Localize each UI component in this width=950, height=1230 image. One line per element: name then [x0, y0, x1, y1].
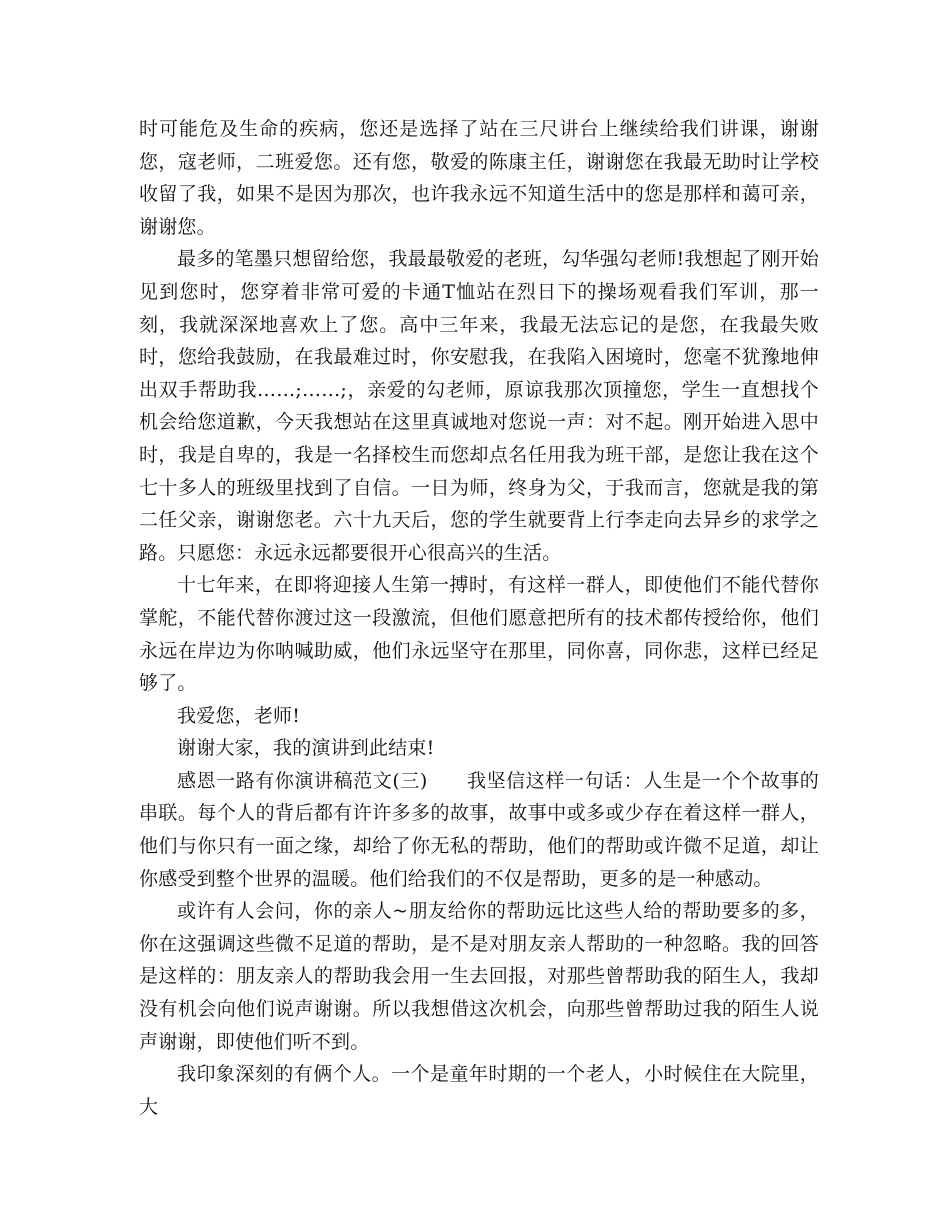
paragraph-2: 最多的笔墨只想留给您，我最最敬爱的老班，勾华强勾老师!我想起了刚开始见到您时，您穿着非常可爱的卡通T恤站在烈日下的操场观看我们军训，那一刻，我就深深地喜欢上了您。高中三年来，我最无法忘记的是您，在我最失败时，您给我鼓励，在我最难过时，你安慰我，在我陷入困境时，您毫不犹豫地伸出双手帮助我……;……;，亲爱的勾老师，原谅我那次顶撞您，学生一直想找个机会给您道歉，今天我想站在这里真诚地对您说一声：对不起。刚开始进入思中时，我是自卑的，我是一名择校生而您却点名任用我为班干部，是您让我在这个七十多人的班级里找到了自信。一日为师，终身为父，于我而言，您就是我的第二任父亲，谢谢您老。六十九天后，您的学生就要背上行李走向去异乡的求学之路。只愿您：永远永远都要很开心很高兴的生活。: [139, 248, 819, 564]
paragraph-4: 我爱您，老师!: [177, 704, 301, 727]
paragraph-7: 或许有人会问，你的亲人~朋友给你的帮助远比这些人给的帮助要多的多，你在这强调这些微不足道的帮助，是不是对朋友亲人帮助的一种忽略。我的回答是这样的：朋友亲人的帮助我会用一生去回报，对那些曾帮助我的陌生人，我却没有机会向他们说声谢谢。所以我想借这次机会，向那些曾帮助过我的陌生人说声谢谢，即使他们听不到。: [139, 900, 819, 1053]
paragraph-8: 我印象深刻的有俩个人。一个是童年时期的一个老人，小时候住在大院里，大: [139, 1063, 819, 1118]
paragraph-5: 谢谢大家，我的演讲到此结束!: [177, 737, 435, 760]
paragraph-6: 感恩一路有你演讲稿范文(三) 我坚信这样一句话：人生是一个个故事的串联。每个人的背后都有许许多多的故事，故事中或多或少存在着这样一群人，他们与你只有一面之缘，却给了你无私的帮助，他们的帮助或许微不足道，却让你感受到整个世界的温暖。他们给我们的不仅是帮助，更多的是一种感动。: [139, 769, 819, 890]
paragraph-3: 十七年来，在即将迎接人生第一搏时，有这样一群人，即使他们不能代替你掌舵，不能代替你渡过这一段激流，但他们愿意把所有的技术都传授给你，他们永远在岸边为你呐喊助威，他们永远坚守在那里，同你喜，同你悲，这样已经足够了。: [139, 574, 819, 695]
paragraph-1: 时可能危及生命的疾病，您还是选择了站在三尺讲台上继续给我们讲课，谢谢您，寇老师，二班爱您。还有您，敬爱的陈康主任，谢谢您在我最无助时让学校收留了我，如果不是因为那次，也许我永远不知道生活中的您是那样和蔼可亲，谢谢您。: [139, 118, 819, 238]
document-body: [139, 113, 819, 1123]
